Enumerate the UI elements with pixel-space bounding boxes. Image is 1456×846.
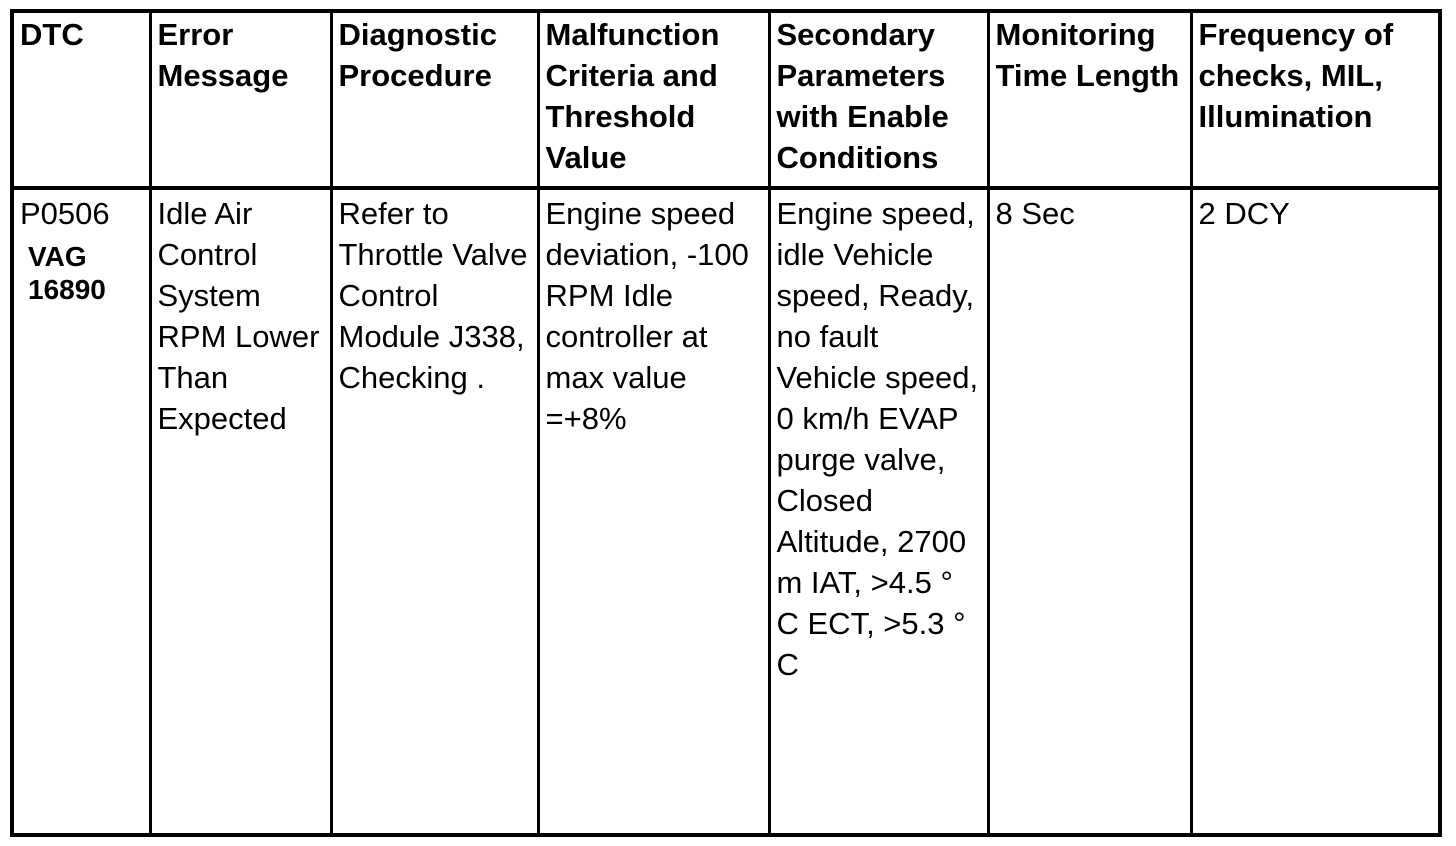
- cell-frequency: 2 DCY: [1191, 188, 1440, 835]
- dtc-code: P0506: [20, 196, 110, 231]
- table-row: [12, 188, 1440, 835]
- cell-diagnostic-procedure: Refer to Throttle Valve Control Module J338, Checking .: [331, 188, 538, 835]
- header-monitoring-time: Monitoring Time Length: [988, 11, 1191, 188]
- header-row: [12, 11, 1440, 188]
- vag-code: VAG 16890: [28, 241, 106, 305]
- header-secondary-parameters: Secondary Parameters with Enable Conditions: [769, 11, 988, 188]
- header-dtc: DTC: [12, 11, 150, 188]
- header-malfunction-criteria: Malfunction Criteria and Threshold Value: [538, 11, 769, 188]
- cell-secondary-parameters: Engine speed, idle Vehicle speed, Ready, no fault Vehicle speed, 0 km/h EVAP purge valve, Closed Altitude, 2700 m IAT, >4.5 ° C ECT, >5.3 ° C: [769, 188, 988, 835]
- cell-error-message: Idle Air Control System RPM Lower Than Expected: [150, 188, 331, 835]
- dtc-table: [10, 9, 1442, 837]
- header-error-message: Error Message: [150, 11, 331, 188]
- cell-monitoring-time: 8 Sec: [988, 188, 1191, 835]
- header-frequency: Frequency of checks, MIL, Illumination: [1191, 11, 1440, 188]
- header-diagnostic-procedure: Diagnostic Procedure: [331, 11, 538, 188]
- cell-dtc: [12, 188, 150, 835]
- cell-malfunction-criteria: Engine speed deviation, -100 RPM Idle controller at max value =+8%: [538, 188, 769, 835]
